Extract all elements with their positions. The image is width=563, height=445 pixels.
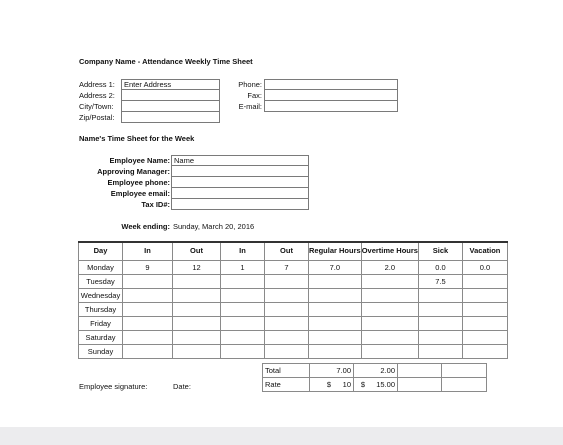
cell-vacation[interactable] <box>462 344 507 358</box>
cell-out-2[interactable] <box>265 302 309 316</box>
timesheet-row <box>79 260 508 274</box>
address-1-field[interactable]: Enter Address <box>121 79 220 90</box>
week-ending-value: Sunday, March 20, 2016 <box>173 222 255 231</box>
day-label: Thursday <box>79 302 123 316</box>
section-title: Name's Time Sheet for the Week <box>79 134 195 143</box>
totals-table <box>262 363 532 392</box>
tax-id-label: Tax ID#: <box>141 200 170 209</box>
day-label: Monday <box>79 260 123 274</box>
employee-name-field[interactable]: Name <box>171 155 309 166</box>
timesheet-row <box>79 344 508 358</box>
header-sick: Sick <box>418 242 462 260</box>
zip-label: Zip/Postal: <box>79 113 115 122</box>
rate-label: Rate <box>263 378 310 392</box>
cell-in-2[interactable]: 1 <box>221 260 265 274</box>
day-label: Friday <box>79 316 123 330</box>
cell-out-1[interactable] <box>173 302 221 316</box>
cell-vacation[interactable]: 0.0 <box>462 260 507 274</box>
approving-manager-label: Approving Manager: <box>97 167 170 176</box>
employee-email-field[interactable] <box>171 188 309 199</box>
cell-in-1[interactable] <box>123 330 173 344</box>
header-regular-hours: Regular Hours <box>309 242 362 260</box>
zip-field[interactable] <box>121 112 220 123</box>
regular-rate-symbol: $ <box>326 380 331 389</box>
cell-regular-hours[interactable] <box>309 302 362 316</box>
cell-out-2[interactable] <box>265 316 309 330</box>
email-field[interactable] <box>264 101 398 112</box>
cell-in-2[interactable] <box>221 288 265 302</box>
cell-out-1[interactable] <box>173 274 221 288</box>
regular-rate-cell <box>310 378 354 392</box>
timesheet-header-row <box>79 242 508 260</box>
day-label: Sunday <box>79 344 123 358</box>
cell-in-1[interactable] <box>123 302 173 316</box>
city-label: City/Town: <box>79 102 114 111</box>
address-2-field[interactable] <box>121 90 220 101</box>
address-1-label: Address 1: <box>79 80 115 89</box>
cell-regular-hours[interactable] <box>309 288 362 302</box>
cell-sick[interactable] <box>418 288 462 302</box>
cell-in-1[interactable] <box>123 274 173 288</box>
cell-overtime-hours[interactable] <box>361 274 418 288</box>
day-label: Saturday <box>79 330 123 344</box>
cell-in-2[interactable] <box>221 316 265 330</box>
totals-row <box>263 364 532 378</box>
day-label: Wednesday <box>79 288 123 302</box>
timesheet-row <box>79 302 508 316</box>
cell-out-1[interactable] <box>173 316 221 330</box>
cell-in-2[interactable] <box>221 344 265 358</box>
header-out-1: Out <box>173 242 221 260</box>
regular-hours-total: 7.00 <box>310 364 354 378</box>
cell-sick[interactable] <box>418 344 462 358</box>
total-label: Total <box>263 364 310 378</box>
cell-in-2[interactable] <box>221 330 265 344</box>
cell-sick[interactable] <box>418 316 462 330</box>
cell-vacation[interactable] <box>462 316 507 330</box>
header-in-2: In <box>221 242 265 260</box>
cell-overtime-hours[interactable] <box>361 344 418 358</box>
overtime-rate-symbol: $ <box>360 380 365 389</box>
cell-vacation[interactable] <box>462 302 507 316</box>
timesheet-row <box>79 316 508 330</box>
timesheet-row <box>79 274 508 288</box>
timesheet-row <box>79 330 508 344</box>
cell-out-2[interactable] <box>265 344 309 358</box>
signature-date-label: Date: <box>173 382 191 391</box>
header-day: Day <box>79 242 123 260</box>
rate-row <box>263 378 532 392</box>
cell-sick[interactable] <box>418 330 462 344</box>
regular-rate-value: 10 <box>342 380 351 389</box>
cell-regular-hours[interactable] <box>309 274 362 288</box>
cell-out-2[interactable]: 7 <box>265 260 309 274</box>
header-overtime-hours: Overtime Hours <box>361 242 418 260</box>
header-in-1: In <box>123 242 173 260</box>
vacation-total <box>442 364 487 378</box>
cell-overtime-hours[interactable] <box>361 302 418 316</box>
cell-in-1[interactable] <box>123 316 173 330</box>
day-label: Tuesday <box>79 274 123 288</box>
timesheet-table <box>78 241 508 359</box>
cell-vacation[interactable] <box>462 274 507 288</box>
week-ending-label: Week ending: <box>121 222 170 231</box>
overtime-hours-total: 2.00 <box>354 364 398 378</box>
cell-overtime-hours[interactable] <box>361 330 418 344</box>
cell-in-1[interactable] <box>123 344 173 358</box>
cell-sick[interactable]: 7.5 <box>418 274 462 288</box>
overtime-rate-value: 15.00 <box>376 380 395 389</box>
page-background-band <box>0 427 563 445</box>
city-field[interactable] <box>121 101 220 112</box>
vacation-rate <box>442 378 487 392</box>
cell-regular-hours[interactable]: 7.0 <box>309 260 362 274</box>
cell-overtime-hours[interactable] <box>361 288 418 302</box>
cell-out-1[interactable] <box>173 288 221 302</box>
cell-in-1[interactable]: 9 <box>123 260 173 274</box>
sick-total <box>398 364 442 378</box>
cell-regular-hours[interactable] <box>309 330 362 344</box>
cell-out-2[interactable] <box>265 288 309 302</box>
cell-out-2[interactable] <box>265 330 309 344</box>
phone-label: Phone: <box>238 80 262 89</box>
header-vacation: Vacation <box>462 242 507 260</box>
employee-phone-label: Employee phone: <box>107 178 170 187</box>
cell-sick[interactable] <box>418 302 462 316</box>
cell-in-2[interactable] <box>221 274 265 288</box>
cell-out-1[interactable] <box>173 344 221 358</box>
employee-signature-label: Employee signature: <box>79 382 148 391</box>
phone-field[interactable] <box>264 79 398 90</box>
cell-regular-hours[interactable] <box>309 316 362 330</box>
timesheet-row <box>79 288 508 302</box>
cell-in-1[interactable] <box>123 288 173 302</box>
address-2-label: Address 2: <box>79 91 115 100</box>
employee-email-label: Employee email: <box>110 189 170 198</box>
email-label: E-mail: <box>238 102 262 111</box>
overtime-rate-cell <box>354 378 398 392</box>
cell-overtime-hours[interactable]: 2.0 <box>361 260 418 274</box>
cell-sick[interactable]: 0.0 <box>418 260 462 274</box>
tax-id-field[interactable] <box>171 199 309 210</box>
cell-out-1[interactable] <box>173 330 221 344</box>
fax-field[interactable] <box>264 90 398 101</box>
cell-regular-hours[interactable] <box>309 344 362 358</box>
cell-out-2[interactable] <box>265 274 309 288</box>
cell-in-2[interactable] <box>221 302 265 316</box>
cell-out-1[interactable]: 12 <box>173 260 221 274</box>
fax-label: Fax: <box>247 91 262 100</box>
cell-overtime-hours[interactable] <box>361 316 418 330</box>
cell-vacation[interactable] <box>462 330 507 344</box>
document-title: Company Name - Attendance Weekly Time Sheet <box>79 57 253 66</box>
header-out-2: Out <box>265 242 309 260</box>
approving-manager-field[interactable] <box>171 166 309 177</box>
sick-rate <box>398 378 442 392</box>
employee-name-label: Employee Name: <box>109 156 170 165</box>
employee-phone-field[interactable] <box>171 177 309 188</box>
cell-vacation[interactable] <box>462 288 507 302</box>
